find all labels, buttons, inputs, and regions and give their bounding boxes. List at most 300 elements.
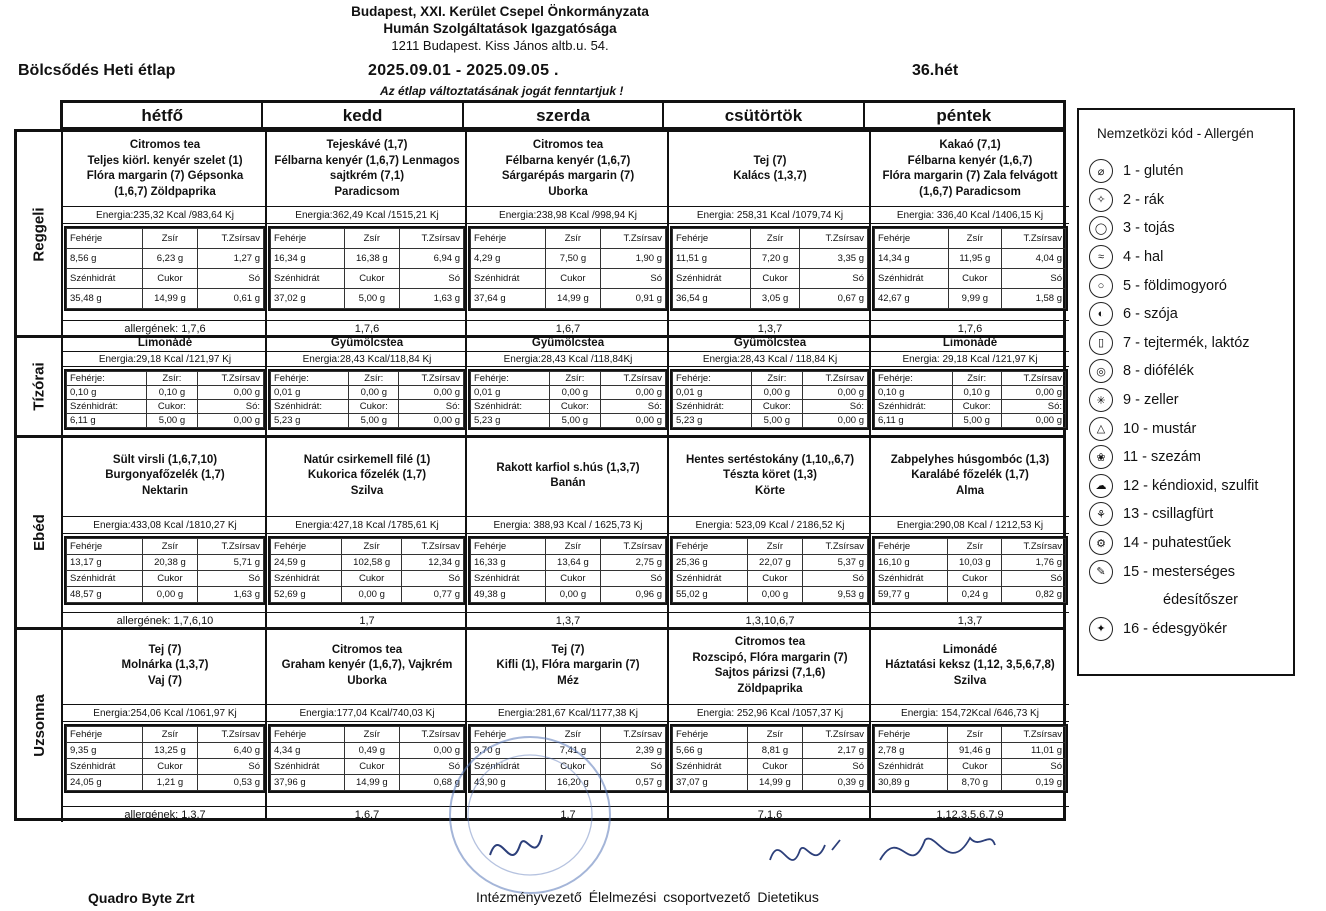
menu-line: Natúr csirkemell filé (1) [303,453,431,466]
nutrient-value: 5,00 g [345,289,400,309]
nutrient-value: 49,38 g [471,587,546,603]
nutrient-value: 48,57 g [67,587,143,603]
nutrient-value: 1,76 g [1002,555,1066,571]
allergen-codes: 1,7 [267,612,467,628]
energy-value: Energia:433,08 Kcal /1810,27 Kj [63,516,267,534]
nutrient-label: Szénhidrát [67,269,143,289]
nutrient-label: Só: [802,400,868,414]
allergen-icon: ⚘ [1089,502,1113,526]
nutrient-label: Szénhidrát: [67,400,147,414]
menu-line: Zabpelyhes húsgombóc (1,3) [890,453,1050,466]
nutrient-value: 0,00 g [399,414,464,428]
menu-line: Félbarna kenyér (1,6,7) [505,154,631,167]
nutrient-label: Cukor: [349,400,399,414]
menu-line: Gyümölcstea [330,336,404,349]
menu-line: Zöldpaprika [737,682,803,695]
menu-line: Uborka [347,674,387,687]
nutrient-value: 16,20 g [545,775,600,791]
week-number: 36.hét [912,62,959,79]
nutrient-label: Zsír [750,229,800,249]
energy-value: Energia: 252,96 Kcal /1057,37 Kj [669,704,871,722]
menu-line: Uborka [548,185,588,198]
nutrient-value: 1,63 g [198,587,264,603]
menu-line: Rozscipó, Flóra margarin (7) [692,651,848,664]
nutrient-label: Cukor: [752,400,802,414]
nutrient-label: Fehérje [471,539,546,555]
nutrient-value: 5,66 g [673,743,748,759]
nutrient-label: Zsír [345,229,400,249]
nutrient-value: 14,99 g [545,289,600,309]
nutrient-value: 36,54 g [673,289,751,309]
energy-value: Energia:254,06 Kcal /1061,97 Kj [63,704,267,722]
nutrient-value: 0,61 g [198,289,264,309]
menu-line: Molnárka (1,3,7) [121,659,209,672]
allergen-codes: 1,7,6 [871,320,1069,336]
nutrient-label: Só [1002,269,1066,289]
nutrient-value: 37,96 g [271,775,345,791]
allergen-codes: 1,12,3,5,6,7,9 [871,806,1069,822]
nutrient-label: Cukor [345,759,400,775]
nutrient-label: Fehérje [271,539,342,555]
menu-line: Tészta köret (1,3) [723,469,817,482]
nutrient-value: 0,01 g [271,386,349,400]
nutrient-value: 22,07 g [747,555,802,571]
nutrient-label: Fehérje: [67,372,147,386]
menu-line: Szilva [350,484,384,497]
nutrient-label: Szénhidrát [271,269,345,289]
menu-items [63,628,267,704]
nutrient-value: 25,36 g [673,555,748,571]
nutrient-value: 1,63 g [399,289,463,309]
nutrient-value: 42,67 g [875,289,949,309]
allergen-icon: △ [1089,417,1113,441]
menu-line: Háztatási keksz (1,12, 3,5,6,7,8) [885,659,1055,672]
nutrient-value: 0,00 g [802,414,868,428]
nutrient-value: 7,41 g [545,743,600,759]
legend-item-label: 14 - puhatestűek [1123,535,1232,552]
nutrient-label: Fehérje: [875,372,953,386]
nutrient-value: 4,34 g [271,743,345,759]
column-divider [465,132,467,818]
allergen-codes: 1,3,7 [871,612,1069,628]
nutrient-label: T.Zsírsav [802,372,868,386]
nutrient-label: T.Zsírsav [601,539,666,555]
nutrient-label: Szénhidrát [471,269,546,289]
nutrient-label: Cukor: [952,400,1001,414]
nutrient-value: 0,00 g [600,386,666,400]
nutrient-label: Fehérje [673,229,751,249]
nutrient-label: Zsír: [550,372,600,386]
energy-value: Energia:28,43 Kcal/118,84 Kj [267,351,467,367]
menu-items [267,436,467,516]
nutrient-value: 4,29 g [471,249,546,269]
nutrient-value: 4,04 g [1002,249,1066,269]
menu-items [63,336,267,351]
legend-item [1089,529,1293,558]
legend-item-label: 1 - glutén [1123,163,1184,180]
legend-item [1089,615,1293,644]
nutrient-label: Zsír [747,727,802,743]
nutrient-label: T.Zsírsav [1002,539,1066,555]
energy-value: Energia:427,18 Kcal /1785,61 Kj [267,516,467,534]
menu-line: Sárgarépás margarin (7) [501,170,635,182]
column-divider [667,132,669,818]
nutrient-label: Fehérje: [271,372,349,386]
nutrient-label: Cukor [545,759,600,775]
nutrient-value: 5,23 g [271,414,349,428]
nutrient-value: 0,00 g [1001,386,1065,400]
nutrient-label: Fehérje [67,727,143,743]
nutrient-value: 0,01 g [471,386,550,400]
energy-value: Energia:28,43 Kcal /118,84Kj [467,351,669,367]
nutrient-label: Zsír [142,539,198,555]
legend-item-continuation: édesítőszer [1163,592,1238,609]
nutrient-value: 102,58 g [342,555,402,571]
nutrient-value: 59,77 g [875,587,948,603]
legend-item [1089,357,1293,386]
nutrient-label: Fehérje [67,229,143,249]
nutrient-value: 0,10 g [952,386,1001,400]
allergen-icon: ✦ [1089,617,1113,641]
menu-items [669,436,871,516]
nutrient-value: 12,34 g [402,555,464,571]
nutrient-label: Só [803,571,868,587]
nutrient-value: 0,00 g [752,386,802,400]
nutrition-table [872,369,1068,430]
energy-value: Energia:177,04 Kcal/740,03 Kj [267,704,467,722]
menu-line: Flóra margarin (7) Gépsonka [86,170,244,182]
allergen-codes: 1,7,6 [267,320,467,336]
energy-value: Energia:29,18 Kcal /121,97 Kj [63,351,267,367]
nutrient-value: 1,27 g [198,249,264,269]
nutrient-label: Só [399,759,463,775]
menu-line: Kakaó (7,1) [939,139,1001,151]
legend-item-label: 13 - csillagfürt [1123,506,1214,523]
menu-line: Szilva [953,674,987,687]
nutrient-value: 0,00 g [1001,414,1065,428]
allergen-codes: 1,3,7 [467,612,669,628]
nutrient-label: Cukor [948,759,1002,775]
nutrient-label: Szénhidrát [875,759,948,775]
menu-items [467,132,669,206]
menu-line: Sült virsli (1,6,7,10) [112,453,218,466]
menu-items [669,336,871,351]
menu-line: (1,6,7) Zöldpaprika [114,185,216,198]
legend-item-label: 6 - szója [1123,306,1178,323]
legend-item [1089,386,1293,415]
menu-items [63,132,267,206]
legend-item [1089,414,1293,443]
nutrient-value: 5,37 g [803,555,868,571]
nutrient-value: 16,33 g [471,555,546,571]
nutrient-value: 13,64 g [545,555,600,571]
menu-line: Graham kenyér (1,6,7), Vajkrém [281,659,453,672]
nutrient-label: Zsír: [349,372,399,386]
meal-label [17,132,63,336]
day-header: péntek [936,106,992,125]
allergen-icon: ◯ [1089,216,1113,240]
menu-line: Félbarna kenyér (1,6,7) Lenmagos [274,154,460,167]
allergen-icon: ☁ [1089,474,1113,498]
legend-item [1089,472,1293,501]
nutrient-label: Szénhidrát: [271,400,349,414]
nutrient-label: Szénhidrát: [673,400,752,414]
nutrient-label: Cukor [142,759,198,775]
menu-line: Karalábé főzelék (1,7) [911,469,1029,482]
nutrient-label: Zsír: [147,372,198,386]
day-header: kedd [263,103,463,127]
nutrient-value: 37,07 g [673,775,748,791]
nutrient-value: 0,00 g [600,414,666,428]
footer-company: Quadro Byte Zrt [88,890,195,906]
legend-title: Nemzetközi kód - Allergén [1097,126,1254,141]
energy-value: Energia: 336,40 Kcal /1406,15 Kj [871,206,1069,224]
nutrient-label: Zsír: [752,372,802,386]
org-department: Humán Szolgáltatások Igazgatósága [383,21,617,36]
nutrient-value: 0,91 g [601,289,666,309]
menu-line: Tej (7) [148,643,182,656]
nutrient-value: 2,39 g [601,743,666,759]
nutrient-value: 0,39 g [803,775,868,791]
nutrient-label: Szénhidrát [673,269,751,289]
menu-line: Gyümölcstea [733,336,807,349]
nutrient-value: 9,35 g [67,743,143,759]
nutrient-value: 11,51 g [673,249,751,269]
nutrient-value: 30,89 g [875,775,948,791]
column-divider [869,132,871,818]
nutrient-value: 5,23 g [471,414,550,428]
allergen-icon: ≈ [1089,245,1113,269]
nutrition-table [872,724,1068,793]
allergen-codes: 1,7 [467,806,669,822]
nutrient-label: Cukor [342,571,402,587]
energy-value: Energia:362,49 Kcal /1515,21 Kj [267,206,467,224]
nutrient-label: Só [198,759,264,775]
energy-value: Energia: 29,18 Kcal /121,97 Kj [871,351,1069,367]
energy-value: Energia: 523,09 Kcal / 2186,52 Kj [669,516,871,534]
nutrient-value: 0,00 g [197,386,263,400]
nutrient-label: Só [601,269,666,289]
nutrient-label: Zsír [342,539,402,555]
energy-value: Energia:281,67 Kcal/1177,38 Kj [467,704,669,722]
nutrition-table [468,226,668,311]
nutrient-value: 16,10 g [875,555,948,571]
energy-value: Energia:238,98 Kcal /998,94 Kj [467,206,669,224]
nutrient-label: Zsír [142,727,198,743]
meal-name: Reggeli [30,206,48,262]
nutrient-value: 6,94 g [399,249,463,269]
nutrient-label: T.Zsírsav [803,539,868,555]
nutrient-label: Zsír [142,229,198,249]
nutrient-value: 3,05 g [750,289,800,309]
menu-line: Nektarin [141,484,189,497]
menu-line: Kukorica főzelék (1,7) [307,469,427,482]
menu-line: Banán [550,477,586,489]
legend-item-label: 10 - mustár [1123,420,1197,437]
nutrient-label: Szénhidrát [67,759,143,775]
allergen-codes: allergének: 1,7,6,10 [63,612,267,628]
legend-item-label: 12 - kéndioxid, szulfit [1123,477,1259,494]
meal-name: Uzsonna [30,693,48,757]
nutrient-label: Fehérje [271,727,345,743]
menu-line: Burgonyafőzelék (1,7) [105,469,225,482]
nutrient-value: 10,03 g [948,555,1002,571]
legend-item [1089,157,1293,186]
nutrient-value: 0,67 g [800,289,868,309]
nutrient-label: Cukor [747,759,802,775]
legend-item-label: 15 - mesterséges [1123,563,1236,580]
nutrient-value: 16,38 g [345,249,400,269]
nutrient-label: Fehérje [875,727,948,743]
org-address: 1211 Budapest. Kiss János altb.u. 54. [391,38,609,53]
nutrition-table [872,226,1068,311]
menu-line: Sajtos párizsi (7,1,6) [714,667,826,679]
menu-line: Hentes sertéstokány (1,10,,6,7) [685,453,855,466]
legend-item-label: 16 - édesgyökér [1123,620,1227,637]
nutrient-value: 24,05 g [67,775,143,791]
nutrient-label: Só [198,571,264,587]
nutrient-value: 8,81 g [747,743,802,759]
meal-name: Ebéd [30,513,48,551]
menu-items [467,336,669,351]
nutrient-label: Cukor [948,269,1001,289]
legend-item-label: 4 - hal [1123,249,1164,266]
nutrient-label: Szénhidrát: [875,400,953,414]
nutrient-value: 52,69 g [271,587,342,603]
legend-item-label: 9 - zeller [1123,392,1179,409]
nutrient-label: Só: [399,400,464,414]
menu-line: Citromos tea [331,643,403,656]
nutrient-value: 5,00 g [349,414,399,428]
menu-line: Alma [955,484,985,497]
nutrient-label: T.Zsírsav [601,727,666,743]
nutrient-value: 2,78 g [875,743,948,759]
page-title: Bölcsődés Heti étlap [18,62,176,79]
menu-line: Citromos tea [734,636,806,648]
menu-line: Tej (7) [551,643,585,656]
nutrient-value: 11,01 g [1002,743,1066,759]
nutrient-value: 3,35 g [800,249,868,269]
nutrient-value: 0,00 g [142,587,198,603]
nutrient-label: Fehérje: [471,372,550,386]
nutrient-label: Szénhidrát [673,571,748,587]
allergen-icon: ✎ [1089,560,1113,584]
nutrient-label: T.Zsírsav [600,372,666,386]
menu-items [669,132,871,206]
nutrient-label: Fehérje: [673,372,752,386]
nutrient-label: Cukor [747,571,802,587]
nutrient-label: Szénhidrát [875,269,949,289]
legend-item [1089,214,1293,243]
nutrition-table [268,226,466,311]
nutrient-value: 5,00 g [752,414,802,428]
allergen-icon: ⌀ [1089,159,1113,183]
allergen-icon: ◐ [1089,302,1113,326]
menu-line: Paradicsom [334,185,400,198]
column-divider [265,132,267,818]
nutrient-value: 0,00 g [197,414,263,428]
nutrient-value: 1,21 g [142,775,198,791]
nutrient-label: Só [800,269,868,289]
menu-line: Méz [557,674,579,687]
nutrient-label: Só [601,571,666,587]
nutrient-value: 5,23 g [673,414,752,428]
nutrient-label: Zsír [545,539,600,555]
change-notice: Az étlap változtatásának jogát fenntartjuk ! [380,84,624,98]
nutrient-value: 16,34 g [271,249,345,269]
organization-header [300,3,700,54]
nutrient-label: Só [402,571,464,587]
nutrient-label: Cukor [948,571,1002,587]
nutrient-value: 43,90 g [471,775,546,791]
nutrient-label: T.Zsírsav [1001,372,1065,386]
nutrient-label: Cukor [545,571,600,587]
nutrient-label: Fehérje [471,229,546,249]
nutrient-label: T.Zsírsav [800,229,868,249]
nutrient-label: Só [1002,571,1066,587]
nutrient-value: 0,10 g [67,386,147,400]
nutrient-value: 13,25 g [142,743,198,759]
nutrient-label: Só [803,759,868,775]
nutrient-value: 0,10 g [147,386,198,400]
nutrient-label: Cukor [142,571,198,587]
nutrient-value: 6,11 g [875,414,953,428]
nutrition-table [64,226,266,311]
nutrient-value: 24,59 g [271,555,342,571]
day-header-row [60,100,1066,130]
allergen-icon: ▯ [1089,331,1113,355]
nutrition-table [468,536,668,605]
nutrient-value: 8,70 g [948,775,1002,791]
nutrient-label: Szénhidrát [271,571,342,587]
nutrient-label: Só [198,269,264,289]
nutrient-label: Zsír [545,727,600,743]
day-header: csütörtök [664,103,864,127]
nutrient-value: 0,57 g [601,775,666,791]
menu-items [267,132,467,206]
energy-value: Energia:290,08 Kcal / 1212,53 Kj [871,516,1069,534]
menu-line: Limonádé [137,336,193,349]
nutrient-label: Cukor [142,269,198,289]
menu-items [871,132,1069,206]
nutrient-value: 9,53 g [803,587,868,603]
menu-line: sajtkrém (7,1) [329,170,405,182]
nutrient-value: 5,71 g [198,555,264,571]
legend-item-label: 2 - rák [1123,191,1165,208]
nutrient-label: Cukor: [147,400,198,414]
legend-list [1089,157,1293,643]
day-header: hétfő [63,103,263,127]
nutrient-value: 0,49 g [345,743,400,759]
nutrition-table [670,536,870,605]
nutrient-label: Só: [1001,400,1065,414]
nutrition-table [268,369,466,430]
nutrient-value: 55,02 g [673,587,748,603]
legend-item-label: 5 - földimogyoró [1123,277,1227,294]
nutrient-value: 5,00 g [952,414,1001,428]
nutrient-label: Fehérje [271,229,345,249]
meal-label [17,628,63,822]
nutrient-value: 1,90 g [601,249,666,269]
nutrition-table [64,724,266,793]
legend-item-label: 11 - szezám [1123,449,1201,466]
nutrient-value: 0,00 g [399,386,464,400]
nutrition-table [64,369,266,430]
nutrient-label: T.Zsírsav [197,372,263,386]
org-name: Budapest, XXI. Kerület Csepel Önkormányzata [351,4,649,19]
nutrient-label: Fehérje [471,727,546,743]
allergen-codes: 1,3,7 [669,320,871,336]
